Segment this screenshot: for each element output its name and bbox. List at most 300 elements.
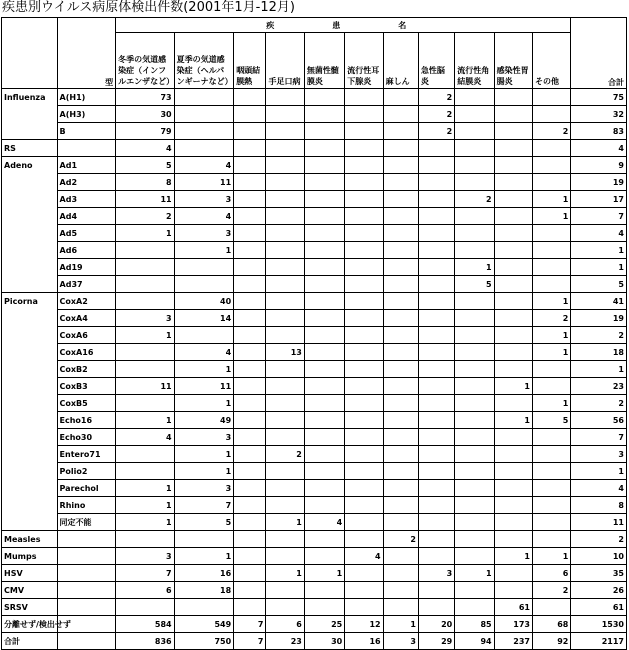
- value-cell: [494, 565, 532, 582]
- value-cell: [383, 412, 418, 429]
- row-total-cell: 10: [571, 548, 627, 565]
- value-cell: 4: [116, 140, 175, 157]
- row-type-cell: Ad1: [57, 157, 116, 174]
- value-cell: [345, 242, 383, 259]
- value-cell: [116, 599, 175, 616]
- value-cell: [418, 191, 454, 208]
- value-cell: [455, 140, 494, 157]
- value-cell: [234, 157, 266, 174]
- row-type-cell: Ad3: [57, 191, 116, 208]
- row-type-cell: CoxA16: [57, 344, 116, 361]
- row-total-cell: 2: [571, 327, 627, 344]
- value-cell: [383, 548, 418, 565]
- value-cell: [418, 531, 454, 548]
- row-group-cell: Adeno: [2, 157, 58, 174]
- value-cell: [494, 361, 532, 378]
- value-cell: [418, 293, 454, 310]
- value-cell: [383, 514, 418, 531]
- row-group-cell: Mumps: [2, 548, 58, 565]
- value-cell: 92: [532, 633, 570, 650]
- value-cell: [383, 259, 418, 276]
- value-cell: [234, 327, 266, 344]
- table-row: [2, 293, 627, 310]
- value-cell: [532, 463, 570, 480]
- value-cell: [345, 463, 383, 480]
- value-cell: [494, 208, 532, 225]
- value-cell: 3: [174, 429, 234, 446]
- value-cell: [266, 310, 304, 327]
- value-cell: [234, 361, 266, 378]
- value-cell: [345, 191, 383, 208]
- value-cell: [383, 106, 418, 123]
- value-cell: 1: [532, 293, 570, 310]
- row-type-cell: CoxA4: [57, 310, 116, 327]
- table-row: [2, 480, 627, 497]
- value-cell: [455, 157, 494, 174]
- value-cell: 3: [116, 548, 175, 565]
- value-cell: [532, 361, 570, 378]
- value-cell: 6: [116, 582, 175, 599]
- disease-col-header: その他: [532, 33, 570, 89]
- value-cell: [532, 174, 570, 191]
- value-cell: [532, 514, 570, 531]
- row-type-cell: 同定不能: [57, 514, 116, 531]
- value-cell: [418, 225, 454, 242]
- value-cell: [494, 327, 532, 344]
- row-total-cell: 1: [571, 259, 627, 276]
- row-type-cell: [57, 531, 116, 548]
- row-total-cell: 1: [571, 361, 627, 378]
- value-cell: [345, 446, 383, 463]
- row-total-cell: 35: [571, 565, 627, 582]
- value-cell: [266, 123, 304, 140]
- value-cell: [345, 429, 383, 446]
- value-cell: [455, 225, 494, 242]
- row-group-cell: [2, 242, 58, 259]
- table-row: [2, 225, 627, 242]
- value-cell: [234, 446, 266, 463]
- table-row: [2, 174, 627, 191]
- disease-col-header: 無菌性髄膜炎: [304, 33, 344, 89]
- value-cell: [174, 123, 234, 140]
- value-cell: 1: [383, 616, 418, 633]
- value-cell: 7: [116, 565, 175, 582]
- value-cell: [418, 174, 454, 191]
- value-cell: [345, 582, 383, 599]
- value-cell: [304, 106, 344, 123]
- disease-col-header: 急性脳炎: [418, 33, 454, 89]
- value-cell: [266, 429, 304, 446]
- value-cell: [345, 599, 383, 616]
- value-cell: [455, 293, 494, 310]
- row-total-cell: 32: [571, 106, 627, 123]
- value-cell: [383, 446, 418, 463]
- row-type-cell: Ad5: [57, 225, 116, 242]
- value-cell: [494, 140, 532, 157]
- row-group-cell: 合計: [2, 633, 58, 650]
- value-cell: [418, 463, 454, 480]
- value-cell: [116, 259, 175, 276]
- table-row: [2, 497, 627, 514]
- row-type-cell: A(H3): [57, 106, 116, 123]
- table-row: [2, 208, 627, 225]
- row-total-cell: 17: [571, 191, 627, 208]
- value-cell: [345, 310, 383, 327]
- row-total-cell: 2117: [571, 633, 627, 650]
- value-cell: 2: [116, 208, 175, 225]
- row-group-cell: [2, 361, 58, 378]
- value-cell: [266, 140, 304, 157]
- row-total-cell: 1: [571, 463, 627, 480]
- row-type-cell: CoxB3: [57, 378, 116, 395]
- value-cell: 237: [494, 633, 532, 650]
- value-cell: [304, 531, 344, 548]
- disease-header: 疾 患 名: [116, 18, 571, 33]
- value-cell: [532, 429, 570, 446]
- value-cell: [532, 106, 570, 123]
- value-cell: 1: [116, 225, 175, 242]
- value-cell: [174, 531, 234, 548]
- type-header: 型: [57, 18, 116, 89]
- row-type-cell: Ad2: [57, 174, 116, 191]
- value-cell: [455, 463, 494, 480]
- value-cell: [494, 429, 532, 446]
- value-cell: [455, 310, 494, 327]
- value-cell: [383, 242, 418, 259]
- value-cell: [418, 582, 454, 599]
- value-cell: [383, 327, 418, 344]
- value-cell: 23: [266, 633, 304, 650]
- value-cell: 3: [418, 565, 454, 582]
- table-row: [2, 242, 627, 259]
- value-cell: [383, 89, 418, 106]
- value-cell: [266, 327, 304, 344]
- disease-col-header: 夏季の気道感染症（ヘルパンギーナなど）: [174, 33, 234, 89]
- value-cell: [304, 361, 344, 378]
- value-cell: [345, 123, 383, 140]
- value-cell: [383, 565, 418, 582]
- value-cell: 13: [266, 344, 304, 361]
- value-cell: [383, 191, 418, 208]
- table-row: [2, 344, 627, 361]
- value-cell: [383, 429, 418, 446]
- value-cell: [304, 446, 344, 463]
- row-total-cell: 1: [571, 242, 627, 259]
- row-group-cell: HSV: [2, 565, 58, 582]
- row-type-cell: [57, 548, 116, 565]
- row-total-cell: 3: [571, 446, 627, 463]
- row-type-cell: Echo16: [57, 412, 116, 429]
- row-total-cell: 11: [571, 514, 627, 531]
- row-type-cell: Ad19: [57, 259, 116, 276]
- row-group-cell: [2, 497, 58, 514]
- row-group-cell: [2, 225, 58, 242]
- row-type-cell: [57, 633, 116, 650]
- table-row: [2, 565, 627, 582]
- value-cell: [345, 259, 383, 276]
- value-cell: [234, 378, 266, 395]
- value-cell: 7: [174, 497, 234, 514]
- value-cell: [116, 361, 175, 378]
- disease-col-header: 麻しん: [383, 33, 418, 89]
- row-group-cell: [2, 310, 58, 327]
- value-cell: [418, 157, 454, 174]
- value-cell: [418, 446, 454, 463]
- row-group-cell: [2, 480, 58, 497]
- value-cell: 94: [455, 633, 494, 650]
- value-cell: 1: [532, 191, 570, 208]
- value-cell: [532, 480, 570, 497]
- value-cell: [116, 276, 175, 293]
- value-cell: [116, 293, 175, 310]
- value-cell: [304, 225, 344, 242]
- row-group-cell: Picorna: [2, 293, 58, 310]
- value-cell: 68: [532, 616, 570, 633]
- value-cell: 7: [234, 616, 266, 633]
- value-cell: [383, 582, 418, 599]
- row-type-cell: Entero71: [57, 446, 116, 463]
- value-cell: 5: [455, 276, 494, 293]
- row-type-cell: Ad4: [57, 208, 116, 225]
- value-cell: 3: [174, 191, 234, 208]
- value-cell: [266, 225, 304, 242]
- value-cell: [116, 344, 175, 361]
- row-total-cell: 4: [571, 140, 627, 157]
- value-cell: [174, 327, 234, 344]
- value-cell: [383, 361, 418, 378]
- value-cell: 584: [116, 616, 175, 633]
- value-cell: 16: [345, 633, 383, 650]
- table-row: [2, 531, 627, 548]
- value-cell: [494, 310, 532, 327]
- value-cell: 16: [174, 565, 234, 582]
- total-header: 合計: [571, 18, 627, 89]
- value-cell: [494, 293, 532, 310]
- value-cell: 1: [116, 497, 175, 514]
- value-cell: 1: [532, 548, 570, 565]
- value-cell: [304, 412, 344, 429]
- value-cell: [494, 446, 532, 463]
- disease-col-header: 感染性胃腸炎: [494, 33, 532, 89]
- table-row: [2, 463, 627, 480]
- value-cell: [383, 174, 418, 191]
- value-cell: [174, 276, 234, 293]
- value-cell: 1: [304, 565, 344, 582]
- row-group-cell: [2, 344, 58, 361]
- value-cell: 1: [174, 361, 234, 378]
- table-row: [2, 548, 627, 565]
- value-cell: [304, 174, 344, 191]
- row-group-cell: [2, 463, 58, 480]
- value-cell: [418, 412, 454, 429]
- row-group-cell: [2, 327, 58, 344]
- value-cell: 85: [455, 616, 494, 633]
- value-cell: 4: [345, 548, 383, 565]
- table-row: [2, 89, 627, 106]
- value-cell: [418, 259, 454, 276]
- row-type-cell: CoxB5: [57, 395, 116, 412]
- value-cell: 25: [304, 616, 344, 633]
- value-cell: [234, 276, 266, 293]
- value-cell: 73: [116, 89, 175, 106]
- value-cell: 2: [532, 123, 570, 140]
- value-cell: [455, 174, 494, 191]
- table-row: [2, 633, 627, 650]
- value-cell: [494, 191, 532, 208]
- value-cell: [234, 89, 266, 106]
- row-total-cell: 4: [571, 225, 627, 242]
- value-cell: 2: [418, 89, 454, 106]
- value-cell: [455, 395, 494, 412]
- value-cell: 1: [532, 327, 570, 344]
- value-cell: [455, 497, 494, 514]
- value-cell: [345, 497, 383, 514]
- value-cell: [266, 157, 304, 174]
- value-cell: 11: [174, 378, 234, 395]
- value-cell: [532, 378, 570, 395]
- value-cell: [234, 344, 266, 361]
- value-cell: 40: [174, 293, 234, 310]
- row-total-cell: 7: [571, 208, 627, 225]
- value-cell: [455, 327, 494, 344]
- value-cell: 1: [266, 565, 304, 582]
- value-cell: [304, 157, 344, 174]
- row-total-cell: 19: [571, 310, 627, 327]
- value-cell: [304, 276, 344, 293]
- value-cell: [532, 89, 570, 106]
- value-cell: [455, 429, 494, 446]
- row-group-cell: [2, 378, 58, 395]
- row-type-cell: Ad6: [57, 242, 116, 259]
- value-cell: [234, 599, 266, 616]
- value-cell: [494, 157, 532, 174]
- value-cell: [383, 599, 418, 616]
- value-cell: [234, 480, 266, 497]
- value-cell: [266, 242, 304, 259]
- row-type-cell: [57, 599, 116, 616]
- value-cell: [455, 208, 494, 225]
- value-cell: 836: [116, 633, 175, 650]
- value-cell: [234, 293, 266, 310]
- value-cell: [304, 310, 344, 327]
- value-cell: 6: [532, 565, 570, 582]
- row-type-cell: Ad37: [57, 276, 116, 293]
- value-cell: 4: [174, 157, 234, 174]
- table-row: [2, 514, 627, 531]
- virus-detection-table: [1, 17, 627, 650]
- row-type-cell: CoxB2: [57, 361, 116, 378]
- value-cell: 12: [345, 616, 383, 633]
- row-type-cell: Parechol: [57, 480, 116, 497]
- value-cell: [345, 361, 383, 378]
- value-cell: 1: [532, 344, 570, 361]
- value-cell: [455, 412, 494, 429]
- value-cell: [345, 344, 383, 361]
- value-cell: 79: [116, 123, 175, 140]
- value-cell: [455, 582, 494, 599]
- value-cell: [383, 157, 418, 174]
- value-cell: [494, 259, 532, 276]
- value-cell: [455, 548, 494, 565]
- value-cell: [418, 208, 454, 225]
- value-cell: 5: [116, 157, 175, 174]
- value-cell: [532, 276, 570, 293]
- row-total-cell: 75: [571, 89, 627, 106]
- disease-col-header: 流行性耳下腺炎: [345, 33, 383, 89]
- value-cell: [234, 412, 266, 429]
- value-cell: [383, 480, 418, 497]
- value-cell: 1: [116, 514, 175, 531]
- value-cell: 1: [174, 242, 234, 259]
- row-group-cell: CMV: [2, 582, 58, 599]
- row-total-cell: 7: [571, 429, 627, 446]
- table-row: [2, 429, 627, 446]
- value-cell: [532, 446, 570, 463]
- value-cell: [345, 140, 383, 157]
- value-cell: 5: [532, 412, 570, 429]
- value-cell: 8: [116, 174, 175, 191]
- value-cell: 173: [494, 616, 532, 633]
- value-cell: [494, 225, 532, 242]
- value-cell: 549: [174, 616, 234, 633]
- value-cell: [532, 497, 570, 514]
- value-cell: [266, 259, 304, 276]
- value-cell: [418, 361, 454, 378]
- row-group-cell: [2, 259, 58, 276]
- value-cell: [174, 89, 234, 106]
- value-cell: [345, 106, 383, 123]
- value-cell: [383, 293, 418, 310]
- value-cell: [234, 429, 266, 446]
- value-cell: [234, 497, 266, 514]
- value-cell: [383, 140, 418, 157]
- value-cell: [418, 599, 454, 616]
- value-cell: [304, 259, 344, 276]
- value-cell: [234, 531, 266, 548]
- value-cell: [532, 259, 570, 276]
- row-group-cell: [2, 429, 58, 446]
- value-cell: 4: [174, 344, 234, 361]
- value-cell: [455, 89, 494, 106]
- header-corner-cell: [2, 18, 58, 89]
- value-cell: [345, 327, 383, 344]
- value-cell: [345, 395, 383, 412]
- value-cell: [345, 378, 383, 395]
- value-cell: [383, 208, 418, 225]
- value-cell: [494, 89, 532, 106]
- row-group-cell: [2, 106, 58, 123]
- value-cell: [418, 276, 454, 293]
- value-cell: [494, 497, 532, 514]
- value-cell: 11: [116, 191, 175, 208]
- value-cell: [266, 582, 304, 599]
- row-total-cell: 2: [571, 531, 627, 548]
- disease-col-header: 流行性角結膜炎: [455, 33, 494, 89]
- value-cell: [266, 191, 304, 208]
- value-cell: 1: [494, 412, 532, 429]
- value-cell: 29: [418, 633, 454, 650]
- row-type-cell: Polio2: [57, 463, 116, 480]
- value-cell: [266, 361, 304, 378]
- value-cell: [174, 106, 234, 123]
- row-total-cell: 61: [571, 599, 627, 616]
- value-cell: [418, 310, 454, 327]
- row-group-cell: [2, 191, 58, 208]
- row-type-cell: A(H1): [57, 89, 116, 106]
- value-cell: [234, 106, 266, 123]
- value-cell: [304, 378, 344, 395]
- value-cell: 4: [116, 429, 175, 446]
